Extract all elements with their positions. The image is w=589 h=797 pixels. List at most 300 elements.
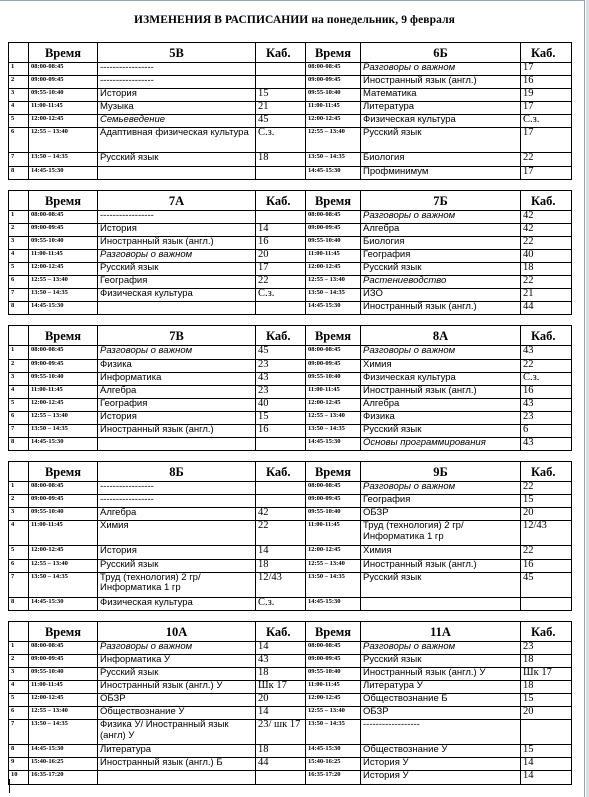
- lesson-time: 09:00-09:45: [29, 654, 98, 667]
- lesson-subject: Физическая культура: [98, 289, 256, 302]
- lesson-room: 15: [521, 745, 572, 758]
- lesson-room: Шк 17: [256, 681, 306, 694]
- lesson-subject: Адаптивная физическая культура: [98, 128, 256, 153]
- lesson-subject: Иностранный язык (англ.): [98, 424, 256, 437]
- lesson-room: [256, 495, 306, 508]
- lesson-subject: Профминимум: [361, 166, 521, 179]
- lesson-room: 43: [521, 438, 572, 451]
- lesson-time: 15:40-16:25: [306, 758, 361, 771]
- class-header-row: [9, 43, 572, 63]
- class-name-right: 9Б: [361, 462, 521, 482]
- lesson-time: 13:50 – 14:35: [306, 289, 361, 302]
- lesson-time: 11:00-11:45: [306, 681, 361, 694]
- lesson-time: 14:45-15:30: [29, 597, 98, 610]
- lesson-room: 22: [256, 521, 306, 546]
- lesson-subject: ОБЗР: [361, 707, 521, 720]
- lesson-row: [9, 166, 572, 179]
- lesson-time: 09:00-09:45: [306, 76, 361, 89]
- lesson-row: [9, 495, 572, 508]
- lesson-room: 16: [521, 76, 572, 89]
- class-name-right: 8А: [361, 326, 521, 346]
- lesson-time: 11:00-11:45: [29, 102, 98, 115]
- lesson-time: 12:00-12:45: [29, 263, 98, 276]
- lesson-subject: География: [98, 276, 256, 289]
- lesson-room: 12/43: [521, 521, 572, 546]
- lesson-subject: Обществознание Б: [361, 694, 521, 707]
- lesson-number: 5: [9, 115, 29, 128]
- lesson-subject: [98, 438, 256, 451]
- header-time: Время: [306, 621, 361, 641]
- lesson-subject: Разговоры о важном: [98, 641, 256, 654]
- lesson-row: [9, 128, 572, 153]
- lesson-number: 4: [9, 521, 29, 546]
- lesson-subject: Иностранный язык (англ.): [361, 385, 521, 398]
- lesson-row: [9, 398, 572, 411]
- lesson-room: 22: [521, 546, 572, 559]
- lesson-row: [9, 372, 572, 385]
- lesson-row: [9, 359, 572, 372]
- lesson-number: 4: [9, 681, 29, 694]
- lesson-number: 1: [9, 210, 29, 223]
- lesson-subject: Литература У: [361, 681, 521, 694]
- lesson-subject: Музыка: [98, 102, 256, 115]
- lesson-room: 17: [521, 128, 572, 153]
- lesson-subject: ОБЗР: [98, 694, 256, 707]
- lesson-room: 22: [521, 153, 572, 166]
- lesson-row: [9, 236, 572, 249]
- lesson-time: 09:00-09:45: [29, 76, 98, 89]
- lesson-row: [9, 597, 572, 610]
- lesson-time: 09:00-09:45: [306, 359, 361, 372]
- lesson-subject: Алгебра: [361, 398, 521, 411]
- lesson-room: 15: [256, 89, 306, 102]
- lesson-subject: География: [361, 495, 521, 508]
- separator-cell: [9, 315, 572, 326]
- lesson-room: 18: [256, 667, 306, 680]
- lesson-subject: Русский язык: [98, 153, 256, 166]
- lesson-time: 08:00-08:45: [306, 482, 361, 495]
- lesson-subject: Русский язык: [361, 263, 521, 276]
- lesson-time: 08:00-08:45: [306, 641, 361, 654]
- lesson-room: 45: [256, 346, 306, 359]
- header-room: Каб.: [256, 462, 306, 482]
- lesson-time: 16:35-17:20: [29, 771, 98, 784]
- lesson-room: 21: [256, 102, 306, 115]
- class-header-row: [9, 462, 572, 482]
- lesson-room: 15: [521, 694, 572, 707]
- lesson-subject: География: [361, 249, 521, 262]
- lesson-room: 43: [521, 398, 572, 411]
- lesson-subject: Литература: [98, 745, 256, 758]
- lesson-subject: Русский язык: [98, 263, 256, 276]
- lesson-time: 13:50 – 14:35: [29, 720, 98, 745]
- lesson-row: [9, 210, 572, 223]
- lesson-number: 8: [9, 745, 29, 758]
- lesson-time: 14:45-15:30: [29, 745, 98, 758]
- lesson-number: 3: [9, 667, 29, 680]
- lesson-subject: Физика: [98, 359, 256, 372]
- lesson-subject: Физическая культура: [98, 597, 256, 610]
- class-name-left: 10А: [98, 621, 256, 641]
- header-num-cell: [9, 462, 29, 482]
- lesson-room: 22: [521, 276, 572, 289]
- lesson-time: 09:55-10:40: [29, 89, 98, 102]
- lesson-time: 13:50 – 14:35: [29, 153, 98, 166]
- lesson-room: С.з.: [256, 128, 306, 153]
- lesson-time: 08:00-08:45: [306, 346, 361, 359]
- lesson-number: 5: [9, 398, 29, 411]
- lesson-time: 12:00-12:45: [29, 546, 98, 559]
- header-time: Время: [306, 326, 361, 346]
- lesson-subject: История: [98, 411, 256, 424]
- header-num-cell: [9, 190, 29, 210]
- lesson-time: 08:00-08:45: [29, 63, 98, 76]
- lesson-row: [9, 249, 572, 262]
- lesson-time: 09:55-10:40: [306, 508, 361, 521]
- lesson-row: [9, 771, 572, 784]
- lesson-row: [9, 559, 572, 572]
- lesson-number: 10: [9, 771, 29, 784]
- lesson-number: 3: [9, 372, 29, 385]
- lesson-row: [9, 289, 572, 302]
- lesson-room: 17: [521, 63, 572, 76]
- separator-cell: [9, 610, 572, 621]
- lesson-number: 1: [9, 63, 29, 76]
- lesson-room: 20: [256, 249, 306, 262]
- lesson-subject: Труд (технология) 2 гр/ Информатика 1 гр: [361, 521, 521, 546]
- lesson-subject: Химия: [98, 521, 256, 546]
- lesson-room: 22: [521, 359, 572, 372]
- separator-cell: [9, 179, 572, 190]
- lesson-room: 19: [521, 89, 572, 102]
- lesson-subject: Разговоры о важном: [361, 63, 521, 76]
- lesson-time: 14:45-15:30: [306, 166, 361, 179]
- lesson-room: 16: [256, 236, 306, 249]
- header-time: Время: [29, 43, 98, 63]
- lesson-row: [9, 438, 572, 451]
- lesson-number: 8: [9, 166, 29, 179]
- header-num-cell: [9, 621, 29, 641]
- lesson-time: 12:55 – 13:40: [306, 128, 361, 153]
- lesson-time: 11:00-11:45: [29, 521, 98, 546]
- lesson-time: 14:45-15:30: [29, 438, 98, 451]
- class-header-row: [9, 621, 572, 641]
- lesson-time: 14:45-15:30: [306, 438, 361, 451]
- lesson-number: 6: [9, 707, 29, 720]
- lesson-row: [9, 302, 572, 315]
- block-separator: [9, 315, 572, 326]
- lesson-number: 6: [9, 128, 29, 153]
- header-time: Время: [306, 43, 361, 63]
- header-room: Каб.: [521, 326, 572, 346]
- lesson-room: 20: [521, 508, 572, 521]
- lesson-subject: Разговоры о важном: [361, 641, 521, 654]
- class-name-left: 5В: [98, 43, 256, 63]
- lesson-room: 20: [521, 707, 572, 720]
- lesson-time: 09:00-09:45: [29, 495, 98, 508]
- lesson-time: 09:55-10:40: [29, 508, 98, 521]
- lesson-number: 4: [9, 102, 29, 115]
- lesson-room: [256, 63, 306, 76]
- class-header-row: [9, 326, 572, 346]
- page-frame-top: [0, 0, 585, 1]
- lesson-time: 09:55-10:40: [29, 667, 98, 680]
- lesson-row: [9, 153, 572, 166]
- lesson-row: [9, 681, 572, 694]
- lesson-room: 16: [521, 559, 572, 572]
- lesson-subject: Физика: [361, 411, 521, 424]
- lesson-room: [256, 771, 306, 784]
- header-room: Каб.: [521, 621, 572, 641]
- lesson-room: 17: [521, 166, 572, 179]
- lesson-time: 12:00-12:45: [29, 398, 98, 411]
- lesson-time: 12:00-12:45: [306, 115, 361, 128]
- lesson-number: 4: [9, 385, 29, 398]
- lesson-time: 13:50 – 14:35: [306, 424, 361, 437]
- lesson-room: 18: [521, 654, 572, 667]
- lesson-room: 15: [521, 495, 572, 508]
- lesson-time: 09:00-09:45: [29, 359, 98, 372]
- lesson-subject: ------------------: [361, 720, 521, 745]
- lesson-time: 12:55 – 13:40: [306, 559, 361, 572]
- header-time: Время: [306, 190, 361, 210]
- lesson-room: С.з.: [521, 372, 572, 385]
- lesson-number: 6: [9, 559, 29, 572]
- lesson-time: 13:50 – 14:35: [306, 720, 361, 745]
- lesson-time: 12:00-12:45: [306, 546, 361, 559]
- header-num-cell: [9, 43, 29, 63]
- lesson-subject: Химия: [361, 546, 521, 559]
- lesson-time: 08:00-08:45: [306, 210, 361, 223]
- lesson-subject: Русский язык: [361, 654, 521, 667]
- lesson-room: [256, 76, 306, 89]
- lesson-subject: Разговоры о важном: [98, 249, 256, 262]
- lesson-time: 09:55-10:40: [29, 236, 98, 249]
- lesson-subject: Литература: [361, 102, 521, 115]
- lesson-room: 15: [256, 411, 306, 424]
- lesson-subject: Основы программирования: [361, 438, 521, 451]
- lesson-room: [521, 720, 572, 745]
- lesson-time: 11:00-11:45: [306, 102, 361, 115]
- lesson-subject: Разговоры о важном: [361, 210, 521, 223]
- lesson-time: 08:00-08:45: [29, 210, 98, 223]
- header-room: Каб.: [256, 43, 306, 63]
- lesson-subject: -----------------: [98, 63, 256, 76]
- lesson-subject: ОБЗР: [361, 508, 521, 521]
- lesson-room: 23: [256, 385, 306, 398]
- lesson-room: 18: [256, 745, 306, 758]
- lesson-time: 14:45-15:30: [306, 597, 361, 610]
- lesson-time: 14:45-15:30: [29, 166, 98, 179]
- lesson-subject: История У: [361, 771, 521, 784]
- header-time: Время: [29, 621, 98, 641]
- lesson-row: [9, 720, 572, 745]
- header-num-cell: [9, 326, 29, 346]
- class-name-left: 8Б: [98, 462, 256, 482]
- lesson-subject: [98, 166, 256, 179]
- lesson-row: [9, 263, 572, 276]
- lesson-number: 5: [9, 694, 29, 707]
- class-name-left: 7А: [98, 190, 256, 210]
- lesson-row: [9, 76, 572, 89]
- lesson-subject: [98, 771, 256, 784]
- lesson-room: 14: [256, 546, 306, 559]
- lesson-row: [9, 572, 572, 597]
- lesson-time: 09:55-10:40: [29, 372, 98, 385]
- lesson-room: 45: [521, 572, 572, 597]
- lesson-row: [9, 758, 572, 771]
- lesson-subject: [361, 597, 521, 610]
- lesson-room: 22: [521, 236, 572, 249]
- lesson-room: 42: [256, 508, 306, 521]
- lesson-room: 20: [256, 694, 306, 707]
- class-name-right: 7Б: [361, 190, 521, 210]
- lesson-subject: Труд (технология) 2 гр/ Информатика 1 гр: [98, 572, 256, 597]
- lesson-time: 12:55 – 13:40: [29, 559, 98, 572]
- lesson-subject: Математика: [361, 89, 521, 102]
- lesson-room: 14: [521, 758, 572, 771]
- lesson-room: С.з.: [256, 597, 306, 610]
- lesson-room: 18: [521, 681, 572, 694]
- lesson-time: 12:55 – 13:40: [29, 707, 98, 720]
- lesson-time: 14:45-15:30: [306, 745, 361, 758]
- lesson-room: 23: [521, 641, 572, 654]
- lesson-number: 3: [9, 236, 29, 249]
- lesson-number: 6: [9, 411, 29, 424]
- lesson-subject: Иностранный язык (англ.): [361, 76, 521, 89]
- lesson-subject: Информатика У: [98, 654, 256, 667]
- lesson-number: 8: [9, 597, 29, 610]
- lesson-room: 42: [521, 210, 572, 223]
- lesson-subject: Алгебра: [98, 508, 256, 521]
- lesson-row: [9, 654, 572, 667]
- lesson-number: 1: [9, 641, 29, 654]
- lesson-time: 15:40-16:25: [29, 758, 98, 771]
- lesson-subject: Иностранный язык (англ.) Б: [98, 758, 256, 771]
- lesson-time: 13:50 – 14:35: [29, 289, 98, 302]
- lesson-number: 2: [9, 495, 29, 508]
- lesson-subject: Русский язык: [361, 572, 521, 597]
- lesson-room: 16: [256, 424, 306, 437]
- lesson-time: 13:50 – 14:35: [306, 153, 361, 166]
- lesson-room: [256, 166, 306, 179]
- lesson-number: 7: [9, 720, 29, 745]
- title-main: ИЗМЕНЕНИЯ В РАСПИСАНИИ: [134, 14, 309, 26]
- lesson-room: 42: [521, 223, 572, 236]
- lesson-time: 12:00-12:45: [29, 694, 98, 707]
- lesson-row: [9, 346, 572, 359]
- lesson-subject: Семьеведение: [98, 115, 256, 128]
- lesson-row: [9, 89, 572, 102]
- lesson-number: 7: [9, 289, 29, 302]
- lesson-number: 7: [9, 572, 29, 597]
- lesson-row: [9, 641, 572, 654]
- lesson-time: 09:00-09:45: [306, 654, 361, 667]
- lesson-subject: Обществознание У: [98, 707, 256, 720]
- text-cursor: [9, 779, 10, 793]
- lesson-row: [9, 521, 572, 546]
- class-header-row: [9, 190, 572, 210]
- lesson-room: 14: [521, 771, 572, 784]
- lesson-subject: Иностранный язык (англ.): [361, 302, 521, 315]
- lesson-subject: ИЗО: [361, 289, 521, 302]
- lesson-room: 22: [521, 482, 572, 495]
- lesson-time: 12:55 – 13:40: [29, 128, 98, 153]
- lesson-time: 08:00-08:45: [29, 346, 98, 359]
- lesson-row: [9, 694, 572, 707]
- lesson-room: 44: [256, 758, 306, 771]
- lesson-time: 11:00-11:45: [29, 249, 98, 262]
- lesson-subject: [98, 302, 256, 315]
- lesson-row: [9, 276, 572, 289]
- lesson-time: 08:00-08:45: [29, 482, 98, 495]
- lesson-room: 43: [256, 654, 306, 667]
- lesson-time: 14:45-15:30: [306, 302, 361, 315]
- lesson-row: [9, 385, 572, 398]
- title-date: на понедельник, 9 февраля: [308, 14, 455, 26]
- header-room: Каб.: [521, 190, 572, 210]
- lesson-room: 14: [256, 641, 306, 654]
- lesson-time: 12:55 – 13:40: [29, 411, 98, 424]
- lesson-room: 43: [256, 372, 306, 385]
- lesson-number: 3: [9, 508, 29, 521]
- page-frame-right: [584, 0, 585, 797]
- lesson-room: 40: [256, 398, 306, 411]
- lesson-subject: История: [98, 89, 256, 102]
- lesson-subject: Алгебра: [361, 223, 521, 236]
- lesson-subject: Информатика: [98, 372, 256, 385]
- lesson-subject: Иностранный язык (англ.): [361, 559, 521, 572]
- lesson-subject: -----------------: [98, 482, 256, 495]
- lesson-room: [256, 302, 306, 315]
- lesson-time: 14:45-15:30: [29, 302, 98, 315]
- lesson-time: 16:35-17:20: [306, 771, 361, 784]
- lesson-number: 9: [9, 758, 29, 771]
- lesson-time: 12:00-12:45: [306, 263, 361, 276]
- lesson-room: [521, 597, 572, 610]
- lesson-subject: Химия: [361, 359, 521, 372]
- class-name-left: 7В: [98, 326, 256, 346]
- lesson-subject: Русский язык: [98, 667, 256, 680]
- lesson-subject: Физика У/ Иностранный язык (англ) У: [98, 720, 256, 745]
- lesson-room: 23: [521, 411, 572, 424]
- lesson-time: 09:55-10:40: [306, 236, 361, 249]
- lesson-room: 22: [256, 276, 306, 289]
- lesson-row: [9, 546, 572, 559]
- lesson-subject: -----------------: [98, 76, 256, 89]
- lesson-time: 09:00-09:45: [306, 223, 361, 236]
- lesson-row: [9, 63, 572, 76]
- lesson-number: 2: [9, 359, 29, 372]
- class-name-right: 6Б: [361, 43, 521, 63]
- lesson-number: 5: [9, 263, 29, 276]
- lesson-subject: Русский язык: [98, 559, 256, 572]
- lesson-time: 11:00-11:45: [306, 521, 361, 546]
- lesson-room: С.з.: [256, 289, 306, 302]
- header-time: Время: [29, 326, 98, 346]
- lesson-row: [9, 745, 572, 758]
- schedule-table: [8, 42, 572, 785]
- lesson-subject: Русский язык: [361, 424, 521, 437]
- class-name-right: 11А: [361, 621, 521, 641]
- lesson-row: [9, 115, 572, 128]
- lesson-room: 17: [521, 102, 572, 115]
- lesson-time: 12:55 – 13:40: [306, 707, 361, 720]
- lesson-subject: Разговоры о важном: [98, 346, 256, 359]
- header-room: Каб.: [256, 326, 306, 346]
- lesson-row: [9, 707, 572, 720]
- lesson-time: 11:00-11:45: [29, 681, 98, 694]
